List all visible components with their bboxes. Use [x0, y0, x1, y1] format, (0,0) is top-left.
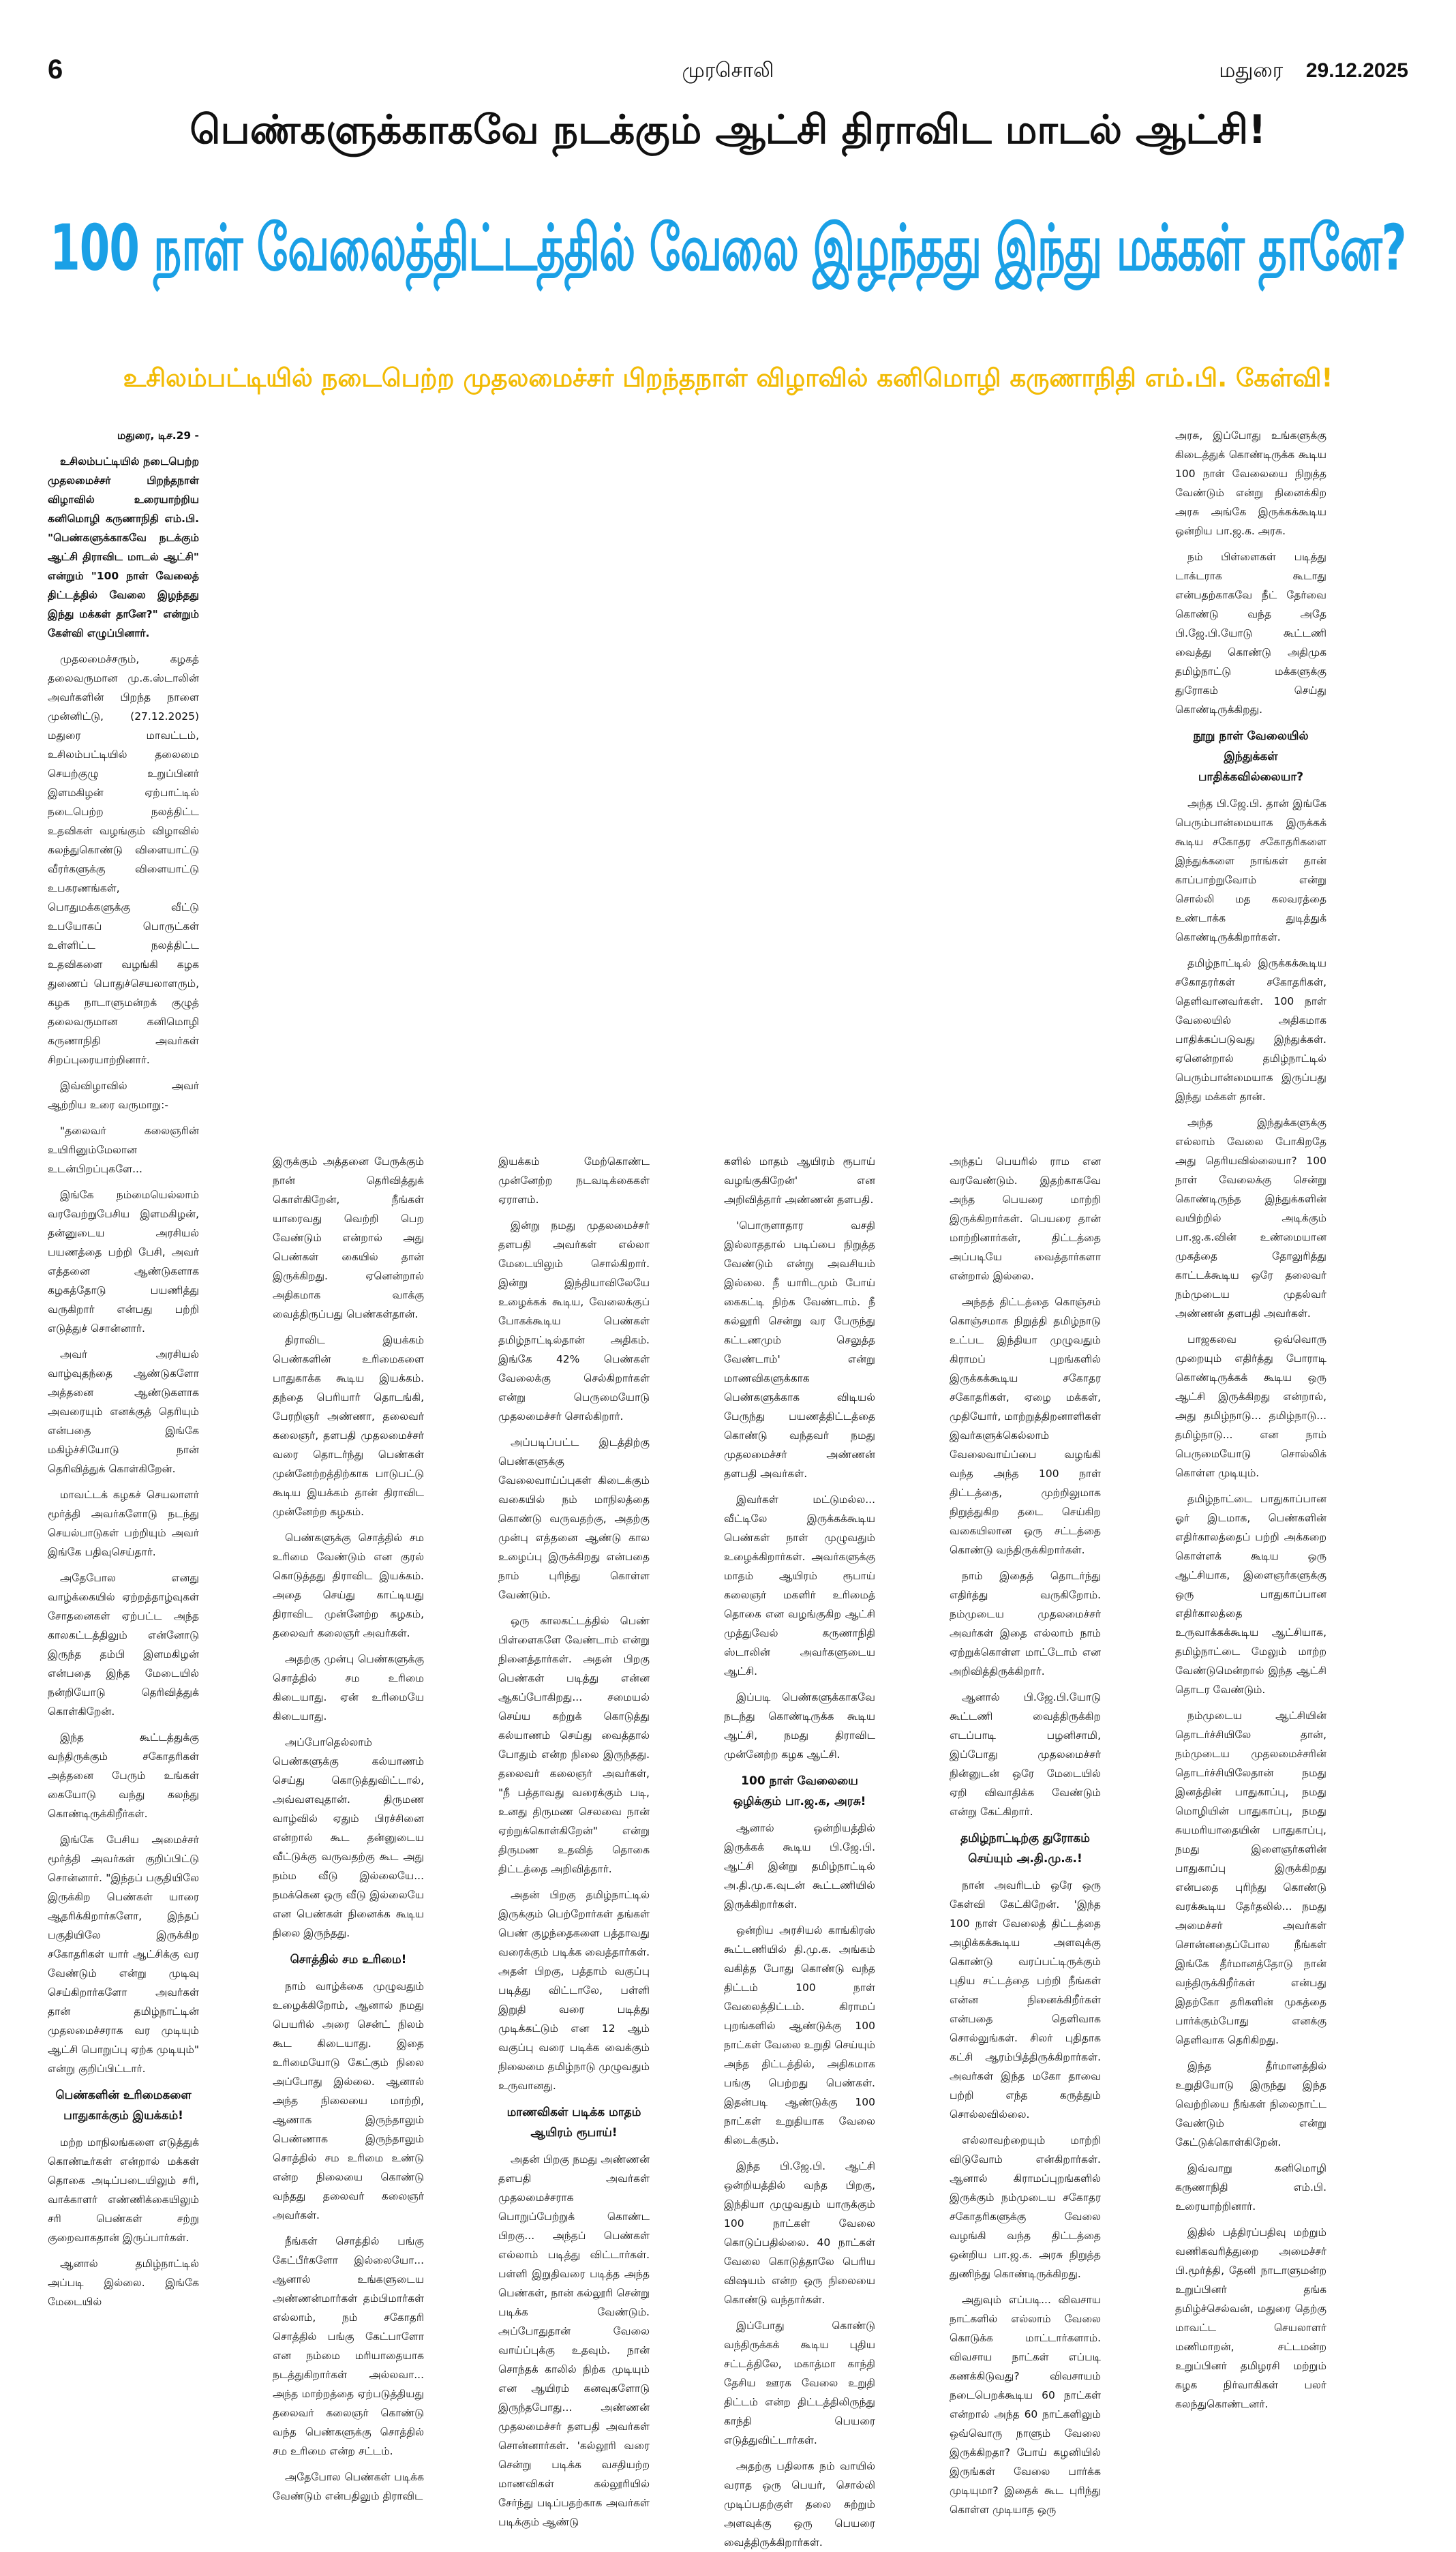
paragraph: இருக்கும் அத்தனை பேருக்கும் நான் தெரிவித்துக் கொள்கிறேன், நீங்கள் யாரைவது வெற்றி பெற வேண்டும் என்றால் அது பெண்கள் கையில் தான் இருக்கிறது. ஏனென்றால் அதிகமாக வாக்கு வைத்திருப்பது பெண்கள்தான்.: [273, 1155, 424, 1320]
newspaper-name: முரசொலி: [682, 59, 774, 82]
paragraph: தமிழ்நாட்டில் இருக்கக்கூடிய சகோதரர்கள் சகோதரிகள், தெளிவானவர்கள். 100 நாள் வேலையில் அதிகமாக பாதிக்கப்படுவது இந்துக்கள். ஏனென்றால் தமிழ்நாட்டில் பெரும்பான்மையாக இருப்பது இந்து மக்கள் தான்.: [1175, 957, 1326, 1103]
paragraph: பெண்களுக்கு சொத்தில் சம உரிமை வேண்டும் என குரல் கொடுத்தது திராவிட இயக்கம். அதை செய்து காட்டியது திராவிட முன்னேற்ற கழகம், தலைவர் கலைஞர் அவர்கள்.: [273, 1532, 424, 1639]
paragraph: முதலமைச்சரும், கழகத் தலைவருமான மு.க.ஸ்டாலின் அவர்களின் பிறந்த நாளை முன்னிட்டு, (27.12.2025) மதுரை மாவட்டம், உசிலம்பட்டியில் தலைமை செயற்குழு உறுப்பினர் இளமகிழன் ஏற்பாட்டில் நடைபெற்ற நலத்திட்ட உதவிகள் வழங்கும் விழாவில் கலந்துகொண்டு விளையாட்டு வீரர்களுக்கு விளையாட்டு உபகரணங்கள், பொதுமக்களுக்கு வீட்டு உபயோகப் பொருட்கள் உள்ளிட்ட நலத்திட்ட உதவிகளை வழங்கி கழக துணைப் பொதுச்செயலாளரும், கழக நாடாளுமன்றக் குழுத் தலைவருமான கனிமொழி கருணாநிதி அவர்கள் சிறப்புரையாற்றினார்.: [48, 653, 199, 1066]
article-column-1: [48, 426, 199, 2308]
paragraph: நாம் வாழ்க்கை முழுவதும் உழைக்கிறோம், ஆனால் நமது பெயரில் அரை சென்ட் நிலம் கூட கிடையாது. இதை உரிமையோடு கேட்கும் நிலை அப்போது இல்லை. ஆனால் அந்த நிலையை மாற்றி, ஆணாக இருந்தாலும் பெண்ணாக இருந்தாலும் சொத்தில் சம உரிமை உண்டு என்ற நிலையை கொண்டு வந்தது தலைவர் கலைஞர் அவர்கள்.: [273, 1980, 424, 2221]
paragraph: இப்படி பெண்களுக்காகவே நடந்து கொண்டிருக்க கூடிய ஆட்சி, நமது திராவிட முன்னேற்ற கழக ஆட்சி.: [724, 1691, 875, 1761]
paragraph: அதன் பிறகு தமிழ்நாட்டில் இருக்கும் பெற்றோர்கள் தங்கள் பெண் குழந்தைகளை பத்தாவது வரைக்கும் படிக்க வைத்தார்கள். அதன் பிறகு, பத்தாம் வகுப்பு படித்து விட்டாலே, பள்ளி இறுதி வரை படித்து முடிக்கட்டும் என 12 ஆம் வகுப்பு வரை படிக்க வைக்கும் நிலைமை தமிழ்நாடு முழுவதும் உருவானது.: [498, 1889, 650, 2092]
paragraph: 'பொருளாதார வசதி இல்லாததால் படிப்பை நிறுத்த வேண்டும் என்று அவசியம் இல்லை. நீ யாரிடமும் போய் கைகட்டி நிற்க வேண்டாம். நீ கல்லூரி சென்று வர பேருந்து கட்டணமும் செலுத்த வேண்டாம்' என்று மாணவிகளுக்காக பெண்களுக்காக விடியல் பேருந்து பயணத்திட்டத்தை கொண்டு வந்தவர் நமது முதலமைச்சர் அண்ணன் தளபதி அவர்கள்.: [724, 1219, 875, 1480]
paragraph: இவ்விழாவில் அவர் ஆற்றிய உரை வருமாறு:-: [48, 1080, 199, 1111]
paragraph: இவ்வாறு கனிமொழி கருணாநிதி எம்.பி. உரையாற்றினார்.: [1175, 2162, 1326, 2213]
section-subheading: நூறு நாள் வேலையில் இந்துக்கள் பாதிக்கவில்லையா?: [1193, 729, 1309, 784]
paragraph: அதேபோல பெண்கள் படிக்க வேண்டும் என்பதிலும் திராவிட: [273, 2471, 424, 2502]
kicker-headline: பெண்களுக்காகவே நடக்கும் ஆட்சி திராவிட மாடல் ஆட்சி!: [189, 106, 1267, 153]
article-column-4: [724, 1152, 875, 2549]
main-headline: 100 நாள் வேலைத்திட்டத்தில் வேலை இழந்தது இந்து மக்கள் தானே?: [50, 212, 1406, 286]
paragraph: இன்று நமது முதலமைச்சர் தளபதி அவர்கள் எல்லா மேடையிலும் சொல்கிறார். இன்று இந்தியாவிலேயே உழைக்கக் கூடிய, வேலைக்குப் போகக்கூடிய பெண்கள் தமிழ்நாட்டில்தான் அதிகம். இங்கே 42% பெண்கள் வேலைக்கு செல்கிறார்கள் என்று பெருமையோடு முதலமைச்சர் சொல்கிறார்.: [498, 1219, 650, 1423]
masthead: [48, 55, 1408, 85]
paragraph: பாஜகவை ஒவ்வொரு முறையும் எதிர்த்து போராடி கொண்டிருக்கக் கூடிய ஒரு ஆட்சி இருக்கிறது என்றால், அது தமிழ்நாடு... தமிழ்நாடு... தமிழ்நாடு... என நாம் பெருமையோடு சொல்லிக் கொள்ள முடியும்.: [1175, 1333, 1326, 1479]
article-lead: உசிலம்பட்டியில் நடைபெற்ற முதலமைச்சர் பிறந்தநாள் விழாவில் உரையாற்றிய கனிமொழி கருணாநிதி எம்.பி. "பெண்களுக்காகவே நடக்கும் ஆட்சி திராவிட மாடல் ஆட்சி" என்றும் "100 நாள் வேலைத் திட்டத்தில் வேலை இழந்தது இந்து மக்கள் தானே?" என்றும் கேள்வி எழுப்பினார்.: [48, 455, 199, 639]
paragraph: அந்தத் திட்டத்தை கொஞ்சம் கொஞ்சமாக நிறுத்தி தமிழ்நாடு உட்பட இந்தியா முழுவதும் கிராமப் புறங்களில் இருக்கக்கூடிய சகோதர சகோதரிகள், ஏழை மக்கள், முதியோர், மாற்றுத்திறனாளிகள் இவர்களுக்கெல்லாம் வேலைவாய்ப்பை வழங்கி வந்த அந்த 100 நாள் திட்டத்தை, முற்றிலுமாக நிறுத்துகிற தடை செய்கிற வகையிலான ஒரு சட்டத்தை கொண்டு வந்திருக்கிறார்கள்.: [950, 1296, 1101, 1556]
paragraph: மாவட்டக் கழகச் செயலாளர் மூர்த்தி அவர்களோடு நடந்து செயல்பாடுகள் பற்றியும் அவர் இங்கே பதிவுசெய்தார்.: [48, 1489, 199, 1558]
page-number: 6: [48, 55, 63, 85]
main-headline-banner: [48, 191, 1408, 307]
paragraph: இந்த பி.ஜே.பி. ஆட்சி ஒன்றியத்தில் வந்த பிறகு, இந்தியா முழுவதும் யாருக்கும் 100 நாட்கள் வேலை கொடுப்பதில்லை. 40 நாட்கள் வேலை கொடுத்தாலே பெரிய விஷயம் என்ற ஒரு நிலையை கொண்டு வந்தார்கள்.: [724, 2160, 875, 2306]
paragraph: அப்போதெல்லாம் பெண்களுக்கு கல்யாணம் செய்து கொடுத்துவிட்டால், அவ்வளவுதான். திருமண வாழ்வில் ஏதும் பிரச்சினை என்றால் கூட தன்னுடைய வீட்டுக்கு வருவதற்கு கூட அது நம்ம வீடு இல்லையே... நமக்கென ஒரு வீடு இல்லையே என பெண்கள் நினைக்க கூடிய நிலை இருந்தது.: [273, 1736, 424, 1939]
section-subheading: 100 நாள் வேலையை ஒழிக்கும் பா.ஜ.க, அரசு!: [733, 1774, 866, 1808]
paragraph: மற்ற மாநிலங்களை எடுத்துக் கொண்டீர்கள் என்றால் மக்கள் தொகை அடிப்படையிலும் சரி, வாக்காளர் எண்ணிக்கையிலும் சரி பெண்கள் சற்று குறைவாகதான் இருப்பார்கள்.: [48, 2136, 199, 2244]
paragraph: இங்கே பேசிய அமைச்சர் மூர்த்தி அவர்கள் குறிப்பிட்டு சொன்னார். "இந்தப் பகுதியிலே இருக்கிற பெண்கள் யாரை ஆதரிக்கிறார்களோ, இந்தப் பகுதியிலே இருக்கிற சகோதரிகள் யார் ஆட்சிக்கு வர வேண்டும் என்று முடிவு செய்கிறார்களோ அவர்கள் தான் தமிழ்நாட்டின் முதலமைச்சராக வர முடியும் ஆட்சி பொறுப்பு ஏற்க முடியும்" என்று குறிப்பிட்டார்.: [48, 1834, 199, 2075]
article-column-5: [950, 1152, 1101, 2516]
paragraph: அந்தப் பெயரில் ராம என வரவேண்டும். இதற்காகவே அந்த பெயரை மாற்றி இருக்கிறார்கள். பெயரை தான் மாற்றினார்கள், திட்டத்தை அப்படியே வைத்தார்களா என்றால் இல்லை.: [950, 1155, 1101, 1282]
article-column-6: [1175, 426, 1326, 2410]
paragraph: இதில் பத்திரப்பதிவு மற்றும் வணிகவரித்துறை அமைச்சர் பி.மூர்த்தி, தேனி நாடாளுமன்ற உறுப்பினர் தங்க தமிழ்ச்செல்வன், மதுரை தெற்கு மாவட்ட செயலாளர் மணிமாறன், சட்டமன்ற உறுப்பினர் தமிழரசி மற்றும் கழக நிர்வாகிகள் பலர் கலந்துகொண்டனர்.: [1175, 2226, 1326, 2410]
paragraph: ஆனால் ஒன்றியத்தில் இருக்கக் கூடிய பி.ஜே.பி. ஆட்சி இன்று தமிழ்நாட்டில் அ.தி.மு.க.வுடன் கூட்டணியில் இருக்கிறார்கள்.: [724, 1822, 875, 1911]
paragraph: அவர் அரசியல் வாழ்வுதந்தை ஆண்டுகளோ அத்தனை ஆண்டுகளாக அவரையும் எனக்குத் தெரியும் என்பதை இங்கே மகிழ்ச்சியோடு நான் தெரிவித்துக் கொள்கிறேன்.: [48, 1348, 199, 1475]
paragraph: நம் பிள்ளைகள் படித்து டாக்டராக கூடாது என்பதற்காகவே நீட் தேர்வை கொண்டு வந்த அதே பி.ஜே.பி.யோடு கூட்டணி வைத்து கொண்டு அதிமுக தமிழ்நாட்டு மக்களுக்கு துரோகம் செய்து கொண்டிருக்கிறது.: [1175, 551, 1326, 716]
paragraph: ஆனால் பி.ஜே.பி.யோடு கூட்டணி வைத்திருக்கிற எடப்பாடி பழனிசாமி, இப்போது முதலமைச்சர் நின்னுடன் ஒரே மேடையில் ஏறி விவாதிக்க வேண்டும் என்று கேட்கிறார்.: [950, 1691, 1101, 1818]
paragraph: திராவிட இயக்கம் பெண்களின் உரிமைகளை பாதுகாக்க கூடிய இயக்கம். தந்தை பெரியார் தொடங்கி, பேரறிஞர் அண்ணா, தலைவர் கலைஞர், தளபதி முதலமைச்சர் வரை தொடர்ந்து பெண்கள் முன்னேற்றத்திற்காக பாடுபட்டு கூடிய இயக்கம் தான் திராவிட முன்னேற்ற கழகம்.: [273, 1334, 424, 1518]
paragraph: நம்முடைய ஆட்சியின் தொடர்ச்சியிலே தான், நம்முடைய முதலமைச்சரின் தொடர்ச்சியிலேதான் நமது இனத்தின் பாதுகாப்பு, நமது மொழியின் பாதுகாப்பு, நமது சுயமரியாதையின் பாதுகாப்பு, நமது இளைஞர்களின் பாதுகாப்பு இருக்கிறது என்பதை புரிந்து கொண்டு வரக்கூடிய தேர்தலில்... நமது அமைச்சர் அவர்கள் சொன்னதைப்போல நீங்கள் இங்கே தீர்மானத்தோடு நான் வந்திருக்கிறீர்கள் என்பது இதற்கோ தரிகளின் முகத்தை பார்க்கும்போது எனக்கு தெளிவாக தெரிகிறது.: [1175, 1710, 1326, 2046]
paragraph: இந்த தீர்மானத்தில் உறுதியோடு இருந்து இந்த வெற்றியை நீங்கள் நிலைநாட்ட வேண்டும் என்று கேட்டுக்கொள்கிறேன்.: [1175, 2060, 1326, 2148]
paragraph: அந்த இந்துக்களுக்கு எல்லாம் வேலை போகிறதே அது தெரியவில்லையா? 100 நாள் வேலைக்கு சென்று கொண்டிருந்த இந்துக்களின் வயிற்றில் அடிக்கும் பா.ஜ.க.வின் உண்மையான முகத்தை தோலுரித்து காட்டக்கூடிய ஒரே தலைவர் நம்முடைய முதல்வர் அண்ணன் தளபதி அவர்கள்.: [1175, 1116, 1326, 1320]
paragraph: களில் மாதம் ஆயிரம் ரூபாய் வழங்குகிறேன்' என அறிவித்தார் அண்ணன் தளபதி.: [724, 1155, 875, 1206]
edition-info: [1219, 57, 1408, 85]
paragraph: நீங்கள் சொத்தில் பங்கு கேட்பீர்களோ இல்லையோ... ஆனால் உங்களுடைய அண்ணன்மார்கள் தம்பிமார்கள் எல்லாம், நம் சகோதரி சொத்தில் பங்கு கேட்பாளோ என நம்மை மரியாதையாக நடத்துகிறார்கள் அல்லவா... அந்த மாற்றத்தை ஏற்படுத்தியது தலைவர் கலைஞர் கொண்டு வந்த பெண்களுக்கு சொத்தில் சம உரிமை என்ற சட்டம்.: [273, 2235, 424, 2457]
paragraph: அதற்கு முன்பு பெண்களுக்கு சொத்தில் சம உரிமை கிடையாது. ஏன் உரிமையே கிடையாது.: [273, 1653, 424, 1722]
paragraph: அதேபோல எனது வாழ்க்கையில் ஏற்றத்தாழ்வுகள் சோதனைகள் ஏற்பட்ட அந்த காலகட்டத்திலும் என்னோடு இருந்த தம்பி இளமகிழன் என்பதை இந்த மேடையில் நன்றியோடு தெரிவித்துக் கொள்கிறேன்.: [48, 1572, 199, 1718]
edition-date: 29.12.2025: [1305, 59, 1408, 82]
paragraph: இந்த கூட்டத்துக்கு வந்திருக்கும் சகோதரிகள் அத்தனை பேரும் உங்கள் கையோடு வந்து கலந்து கொண்டிருக்கிறீர்கள்.: [48, 1731, 199, 1820]
paragraph: ஒரு காலகட்டத்தில் பெண் பிள்ளைகளே வேண்டாம் என்று நினைத்தார்கள். அதன் பிறகு பெண்கள் படித்து என்ன ஆகப்போகிறது... சமையல் செய்ய கற்றுக் கொடுத்து கல்யாணம் செய்து வைத்தால் போதும் என்ற நிலை இருந்தது. தலைவர் கலைஞர் அவர்கள், "நீ பத்தாவது வரைக்கும் படி, உனது திருமண செலவை நான் ஏற்றுக்கொள்கிறேன்" என்று திருமண உதவித் தொகை திட்டத்தை அறிவித்தார்.: [498, 1615, 650, 1875]
article-column-2: [273, 1152, 424, 2502]
paragraph: ஆனால் தமிழ்நாட்டில் அப்படி இல்லை. இங்கே மேடையில்: [48, 2258, 199, 2308]
paragraph: நாம் இதைத் தொடர்ந்து எதிர்த்து வருகிறோம். நம்முடைய முதலமைச்சர் அவர்கள் இதை எல்லாம் நாம் ஏற்றுக்கொள்ள மாட்டோம் என அறிவித்திருக்கிறார்.: [950, 1570, 1101, 1677]
paragraph: அதற்கு பதிலாக நம் வாயில் வராத ஒரு பெயர், சொல்லி முடிப்பதற்குள் தலை சுற்றும் அளவுக்கு ஒரு பெயரை வைத்திருக்கிறார்கள்.: [724, 2460, 875, 2549]
section-subheading: மாணவிகள் படிக்க மாதம் ஆயிரம் ரூபாய்!: [506, 2106, 641, 2140]
paragraph: எல்லாவற்றையும் மாற்றி விடுவோம் என்கிறார்கள். ஆனால் கிராமப்புறங்களில் இருக்கும் நம்முடைய சகோதர சகோதரிகளுக்கு வேலை வழங்கி வந்த திட்டத்தை ஒன்றிய பா.ஜ.க. அரசு நிறுத்த துணிந்து கொண்டிருக்கிறது.: [950, 2134, 1101, 2280]
paragraph: இப்போது கொண்டு வந்திருக்கக் கூடிய புதிய சட்டத்திலே, மகாத்மா காந்தி தேசிய ஊரக வேலை உறுதி திட்டம் என்ற திட்டத்திலிருந்து காந்தி பெயரை எடுத்துவிட்டார்கள்.: [724, 2320, 875, 2446]
paragraph: அதுவும் எப்படி... விவசாய நாட்களில் எல்லாம் வேலை கொடுக்க மாட்டார்களாம். விவசாய நாட்கள் எப்படி கணக்கிடுவது? விவசாயம் நடைபெறக்கூடிய 60 நாட்கள் என்றால் அந்த 60 நாட்களிலும் ஒவ்வொரு நாளும் வேலை இருக்கிறதா? போய் கழனியில் இருங்கள் வேலை பார்க்க முடியுமா? இதைக் கூட புரிந்து கொள்ள முடியாத ஒரு: [950, 2294, 1101, 2516]
paragraph: தமிழ்நாட்டை பாதுகாப்பான ஓர் இடமாக, பெண்களின் எதிர்காலத்தைப் பற்றி அக்கறை கொள்ளக் கூடிய ஒரு ஆட்சியாக, இளைஞர்களுக்கு ஒரு பாதுகாப்பான எதிர்காலத்தை உருவாக்கக்கூடிய ஆட்சியாக, தமிழ்நாட்டை மேலும் மாற்ற வேண்டுமென்றால் இந்த ஆட்சி தொடர வேண்டும்.: [1175, 1493, 1326, 1696]
paragraph: இயக்கம் மேற்கொண்ட முன்னேற்ற நடவடிக்கைகள் ஏராளம்.: [498, 1155, 650, 1206]
section-subheading: பெண்களின் உரிமைகளை பாதுகாக்கும் இயக்கம்!: [55, 2088, 192, 2123]
paragraph: நான் அவரிடம் ஒரே ஒரு கேள்வி கேட்கிறேன். 'இந்த 100 நாள் வேலைத் திட்டத்தை அழிக்கக்கூடிய அளவுக்கு கொண்டு வரப்பட்டிருக்கும் புதிய சட்டத்தை பற்றி நீங்கள் என்ன நினைக்கிறீர்கள் என்பதை தெளிவாக சொல்லுங்கள். சிலர் புதிதாக கட்சி ஆரம்பித்திருக்கிறார்கள். அவர்கள் இந்த மகோ தாவை பற்றி எந்த கருத்தும் சொல்லவில்லை.: [950, 1879, 1101, 2121]
paragraph: "தலைவர் கலைஞரின் உயிரினும்மேலான உடன்பிறப்புகளே...: [48, 1125, 199, 1175]
section-subheading: தமிழ்நாட்டிற்கு துரோகம் செய்யும் அ.தி.மு.க.!: [960, 1832, 1090, 1866]
paragraph: அதன் பிறகு நமது அண்ணன் தளபதி அவர்கள் முதலமைச்சராக பொறுப்பேற்றுக் கொண்ட பிறகு... அந்தப் பெண்கள் எல்லாம் படித்து விட்டார்கள். பள்ளி இறுதிவரை படித்த அந்த பெண்கள், நான் கல்லூரி சென்று படிக்க வேண்டும். அப்போதுதான் வேலை வாய்ப்புக்கு உதவும். நான் சொந்தக் காலில் நிற்க முடியும் என ஆயிரம் கனவுகளோடு இருந்தபோது... அண்ணன் முதலமைச்சர் தளபதி அவர்கள் சொன்னார்கள். 'கல்லூரி வரை சென்று படிக்க வசதியற்ற மாணவிகள் கல்லூரியில் சேர்ந்து படிப்பதற்காக அவர்கள் படிக்கும் ஆண்டு: [498, 2153, 650, 2528]
paragraph: அரசு, இப்போது உங்களுக்கு கிடைத்துக் கொண்டிருக்க கூடிய 100 நாள் வேலையை நிறுத்த வேண்டும் என்று நினைக்கிற அரசு அங்கே இருக்கக்கூடிய ஒன்றிய பா.ஜ.க. அரசு.: [1175, 429, 1326, 537]
paragraph: அப்படிப்பட்ட இடத்திற்கு பெண்களுக்கு வேலைவாய்ப்புகள் கிடைக்கும் வகையில் நம் மாநிலத்தை கொண்டு வருவதற்கு, அதற்கு முன்பு எத்தனை ஆண்டு கால உழைப்பு இருக்கிறது என்பதை நாம் புரிந்து கொள்ள வேண்டும்.: [498, 1436, 650, 1601]
paragraph: அந்த பி.ஜே.பி. தான் இங்கே பெரும்பான்மையாக இருக்கக் கூடிய சகோதர சகோதரிகளை இந்துக்களை நாங்கள் தான் காப்பாற்றுவோம் என்று சொல்லி மத கலவரத்தை உண்டாக்க துடித்துக் கொண்டிருக்கிறார்கள்.: [1175, 798, 1326, 943]
paragraph: இவர்கள் மட்டுமல்ல... வீட்டிலே இருக்கக்கூடிய பெண்கள் நாள் முழுவதும் உழைக்கிறார்கள். அவர்களுக்கு மாதம் ஆயிரம் ரூபாய் கலைஞர் மகளிர் உரிமைத் தொகை என வழங்குகிற ஆட்சி முத்துவேல் கருணாநிதி ஸ்டாலின் அவர்களுடைய ஆட்சி.: [724, 1493, 875, 1677]
paragraph: ஒன்றிய அரசியல் காங்கிரஸ் கூட்டணியில் தி.மு.க. அங்கம் வகித்த போது கொண்டு வந்த திட்டம் 100 நாள் வேலைத்திட்டம். கிராமப் புறங்களில் ஆண்டுக்கு 100 நாட்கள் வேலை உறுதி செய்யும் அந்த திட்டத்தில், அதிகமாக பங்கு பெற்றது பெண்கள். இதன்படி ஆண்டுக்கு 100 நாட்கள் உறுதியாக வேலை கிடைக்கும்.: [724, 1924, 875, 2146]
article-column-3: [498, 1152, 650, 2528]
dateline: மதுரை, டிச.29 -: [117, 429, 199, 442]
edition-city: மதுரை: [1219, 59, 1284, 82]
section-subheading: சொத்தில் சம உரிமை!: [290, 1953, 407, 1966]
sub-headline: உசிலம்பட்டியில் நடைபெற்ற முதலமைச்சர் பிறந்தநாள் விழாவில் கனிமொழி கருணாநிதி எம்.பி. கேள்வி!: [123, 363, 1333, 393]
paragraph: இங்கே நம்மையெல்லாம் வரவேற்றுபேசிய இளமகிழன், தன்னுடைய அரசியல் பயணத்தை பற்றி பேசி, அவர் எத்தனை ஆண்டுகளாக கழகத்தோடு பயணித்து வருகிறார் என்பது பற்றி எடுத்துச் சொன்னார்.: [48, 1189, 199, 1335]
